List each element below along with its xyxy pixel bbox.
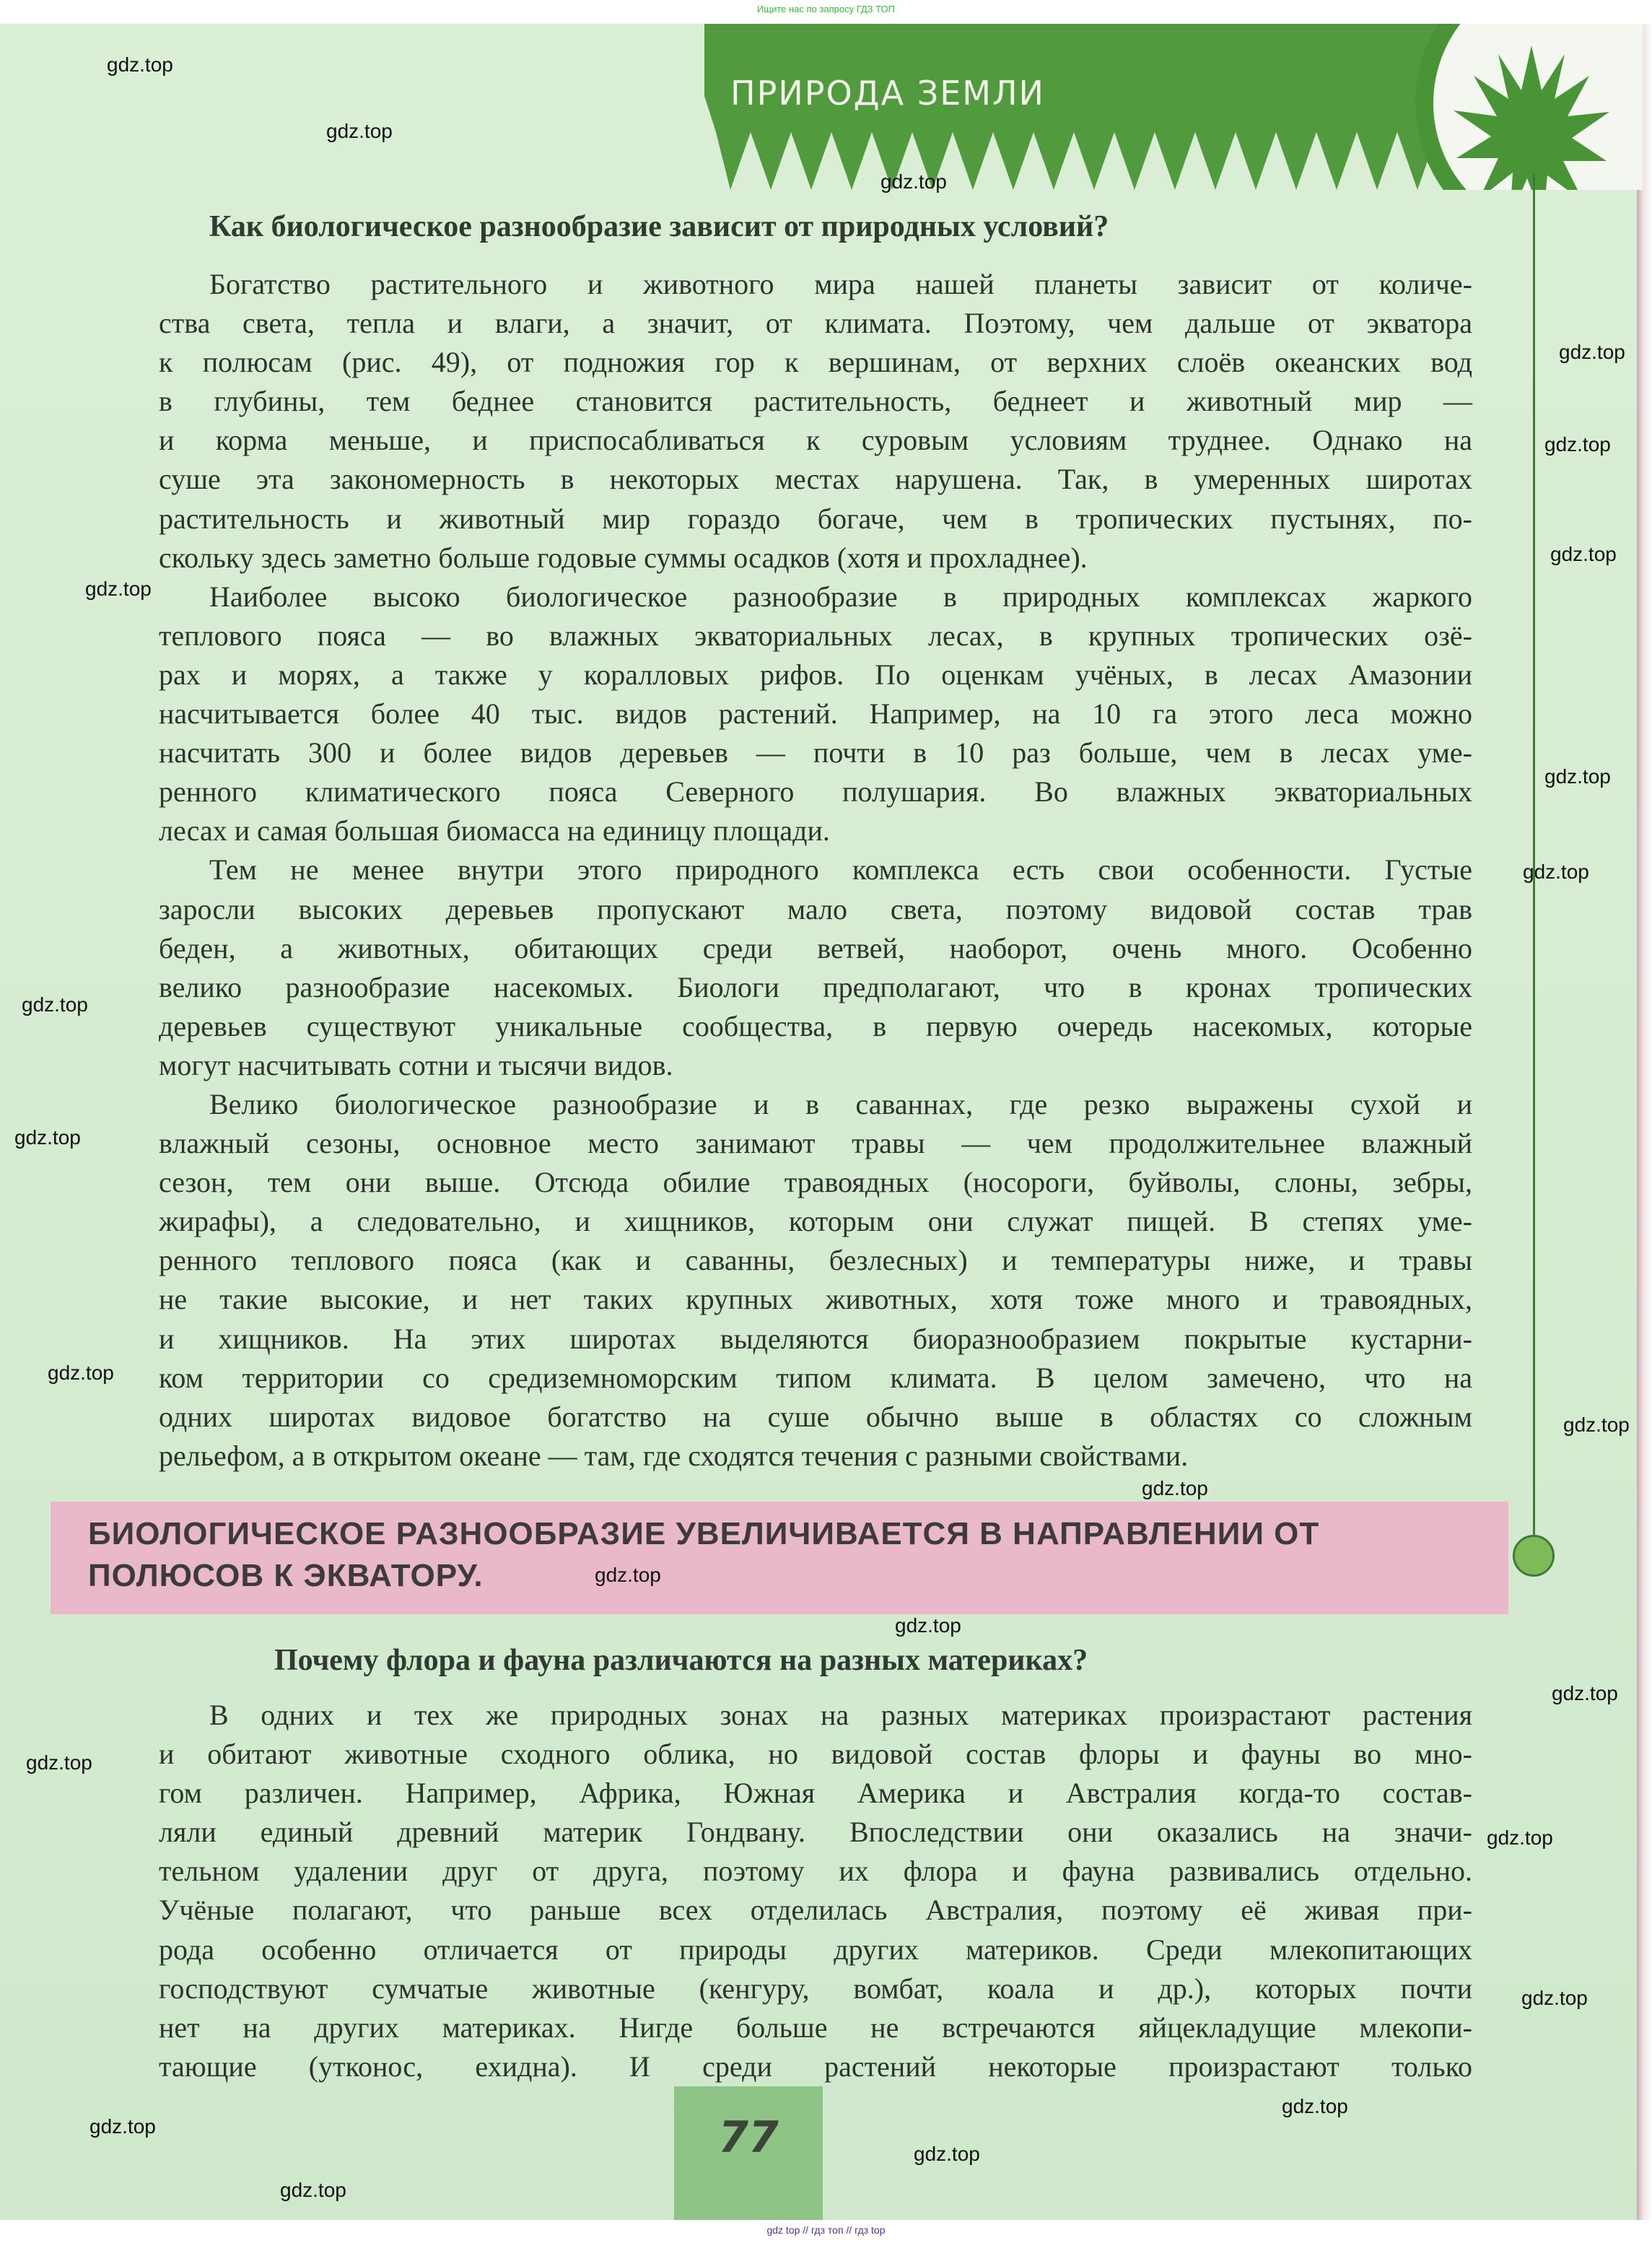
- section1-body: [159, 265, 1472, 1476]
- footer-bar: [0, 2220, 1652, 2243]
- text-line: насчитывается более 40 тыс. видов растений. Например, на 10 га этого леса можно: [159, 697, 1472, 731]
- section2-body: [159, 1696, 1472, 2086]
- watermark: gdz.top: [1563, 1414, 1630, 1436]
- text-line: рах и морях, а также у коралловых рифов. По оценкам учёных, в лесах Амазонии: [159, 658, 1472, 691]
- text-line: сезон, тем они выше. Отсюда обилие травоядных (носороги, буйволы, слоны, зебры,: [159, 1166, 1472, 1199]
- watermark: gdz.top: [22, 993, 88, 1016]
- text-line: Тем не менее внутри этого природного комплекса есть свои особенности. Густые: [209, 853, 1472, 887]
- watermark: gdz.top: [326, 120, 393, 142]
- watermark: gdz.top: [280, 2179, 346, 2201]
- watermark: gdz.top: [107, 53, 173, 76]
- text-line: не такие высокие, и нет таких крупных животных, хотя тоже много и травоядных,: [159, 1283, 1472, 1316]
- text-line: велико разнообразие насекомых. Биологи предполагают, что в кронах тропических: [159, 970, 1472, 1003]
- text-line: заросли высоких деревьев пропускают мало света, поэтому видовой состав трав: [159, 892, 1472, 925]
- page-number-box: [674, 2086, 823, 2220]
- text-line: рельефом, а в открытом океане — там, где сходятся течения с разными свойствами.: [159, 1439, 1189, 1472]
- page-number: 77: [718, 2112, 779, 2163]
- watermark: gdz.top: [85, 578, 152, 600]
- text-line: лесах и самая большая биомасса на единицу площади.: [159, 814, 830, 848]
- page-edge: [1637, 24, 1652, 2220]
- watermark: gdz.top: [1142, 1477, 1208, 1499]
- text-line: господствуют сумчатые животные (кенгуру, вомбат, коала и др.), которых почти: [159, 1972, 1472, 2005]
- text-line: Велико биологическое разнообразие и в саваннах, где резко выражены сухой и: [209, 1087, 1472, 1120]
- text-line: ренного теплового пояса (как и саванны, безлесных) и температуры ниже, и травы: [159, 1244, 1472, 1277]
- text-line: беден, а животных, обитающих среди ветвей, наоборот, очень много. Особенно: [159, 931, 1472, 964]
- watermark: gdz.top: [14, 1126, 81, 1149]
- watermark: gdz.top: [895, 1614, 961, 1637]
- watermark: gdz.top: [1521, 1987, 1588, 2009]
- text-line: нет на других материках. Нигде больше не встречаются яйцекладущие млекопи-: [159, 2011, 1472, 2044]
- text-line: тающие (утконос, ехидна). И среди растений некоторые произрастают только: [159, 2050, 1472, 2083]
- watermark: gdz.top: [880, 170, 947, 193]
- text-line: суше эта закономерность в некоторых местах нарушена. Так, в умеренных широтах: [159, 463, 1472, 496]
- text-line: растительность и животный мир гораздо богаче, чем в тропических пустынях, по-: [159, 502, 1472, 535]
- rule-line-2: ПОЛЮСОВ К ЭКВАТОРУ.: [88, 1558, 484, 1593]
- margin-dot: [1513, 1535, 1555, 1577]
- text-line: Богатство растительного и животного мира нашей планеты зависит от количе-: [209, 268, 1472, 300]
- top-promo-bar: [0, 0, 1652, 24]
- watermark: gdz.top: [1559, 341, 1625, 363]
- footer-text: gdz top // гдз топ // гдз top: [766, 2224, 886, 2236]
- text-line: тельном удалении друг от друга, поэтому их флора и фауна развивались отдельно.: [159, 1855, 1472, 1888]
- watermark: gdz.top: [1544, 433, 1611, 456]
- rule-banner: [51, 1502, 1508, 1614]
- text-line: и обитают животные сходного облика, но видовой состав флоры и фауны во мно-: [159, 1738, 1472, 1771]
- watermark: gdz.top: [1552, 1682, 1618, 1704]
- margin-line: [1533, 173, 1535, 1538]
- text-line: одних широтах видовое богатство на суше обычно выше в областях со сложным: [159, 1400, 1472, 1433]
- text-line: ства света, тепла и влаги, а значит, от климата. Поэтому, чем дальше от экватора: [159, 307, 1472, 340]
- text-line: Учёные полагают, что раньше всех отделилась Австралия, поэтому её живая при-: [159, 1894, 1472, 1927]
- text-line: жирафы), а следовательно, и хищников, которым они служат пищей. В степях уме-: [159, 1205, 1472, 1238]
- watermark: gdz.top: [1523, 861, 1589, 883]
- text-line: гом различен. Например, Африка, Южная Америка и Австралия когда-то состав-: [159, 1777, 1472, 1810]
- watermark: gdz.top: [48, 1362, 114, 1384]
- watermark: gdz.top: [1487, 1826, 1553, 1849]
- heading-flora-fauna: Почему флора и фауна различаются на разных материках?: [274, 1644, 1088, 1677]
- text-line: насчитать 300 и более видов деревьев — почти в 10 раз больше, чем в лесах уме-: [159, 736, 1472, 770]
- text-line: в глубины, тем беднее становится растительность, беднеет и животный мир —: [159, 385, 1472, 418]
- watermark: gdz.top: [89, 2115, 156, 2138]
- watermark: gdz.top: [1544, 765, 1611, 788]
- text-line: влажный сезоны, основное место занимают травы — чем продолжительнее влажный: [159, 1127, 1472, 1160]
- watermark: gdz.top: [26, 1751, 92, 1774]
- text-line: могут насчитывать сотни и тысячи видов.: [159, 1048, 673, 1081]
- text-line: теплового пояса — во влажных экваториальных лесах, в крупных тропических озё-: [159, 619, 1472, 652]
- rule-line-1: БИОЛОГИЧЕСКОЕ РАЗНООБРАЗИЕ УВЕЛИЧИВАЕТСЯ В НАПРАВЛЕНИИ ОТ: [88, 1516, 1320, 1551]
- text-line: В одних и тех же природных зонах на разных материках произрастают растения: [209, 1699, 1472, 1731]
- text-line: и хищников. На этих широтах выделяются биоразнообразием покрытые кустарни-: [159, 1322, 1472, 1355]
- watermark: gdz.top: [914, 2143, 980, 2165]
- text-line: Наиболее высоко биологическое разнообразие в природных комплексах жаркого: [209, 580, 1472, 613]
- text-line: ляли единый древний материк Гондвану. Впоследствии они оказались на значи-: [159, 1816, 1472, 1849]
- heading-biodiversity-conditions: Как биологическое разнообразие зависит от природных условий?: [209, 210, 1109, 243]
- text-line: деревьев существуют уникальные сообщества, в первую очередь насекомых, которые: [159, 1009, 1472, 1042]
- text-line: рода особенно отличается от природы других материков. Среди млекопитающих: [159, 1933, 1472, 1966]
- text-line: ком территории со средиземноморским типом климата. В целом замечено, что на: [159, 1361, 1472, 1394]
- text-line: к полюсам (рис. 49), от подножия гор к вершинам, от верхних слоёв океанских вод: [159, 346, 1472, 379]
- watermark: gdz.top: [1550, 543, 1617, 565]
- text-line: и корма меньше, и приспосабливаться к суровым условиям труднее. Однако на: [159, 424, 1472, 457]
- section-title: ПРИРОДА ЗЕМЛИ: [730, 74, 1045, 113]
- text-line: ренного климатического пояса Северного полушария. Во влажных экваториальных: [159, 775, 1472, 809]
- watermark: gdz.top: [1282, 2095, 1348, 2117]
- promo-text: Ищите нас по запросу ГДЗ ТОП: [757, 4, 895, 14]
- watermark: gdz.top: [595, 1564, 661, 1586]
- text-line: скольку здесь заметно больше годовые суммы осадков (хотя и прохладнее).: [159, 541, 1088, 574]
